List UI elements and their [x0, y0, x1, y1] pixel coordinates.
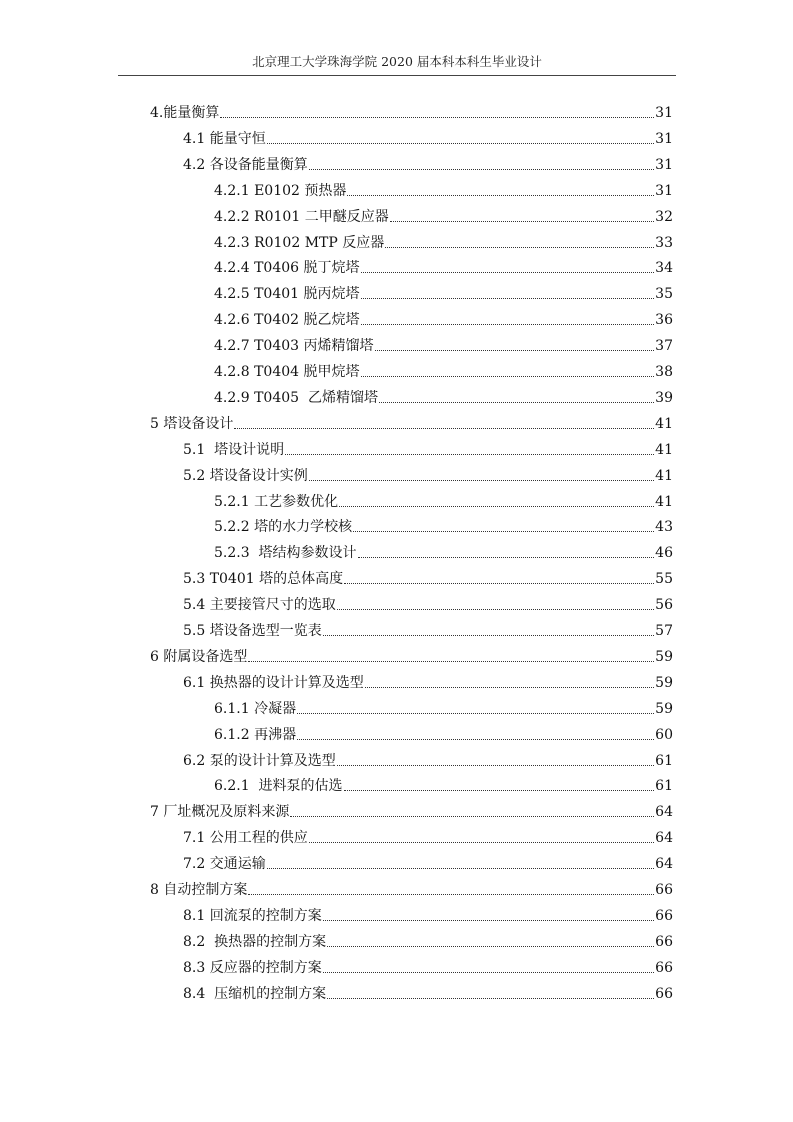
toc-entry-title: 4.2.4 T0406 脱丁烷塔	[214, 260, 360, 277]
toc-entry-page-number: 61	[655, 752, 673, 769]
toc-entry-page-number: 59	[655, 674, 673, 691]
toc-dot-leader	[267, 868, 654, 869]
toc-entry[interactable]	[183, 614, 673, 640]
toc-entry-title: 5.2 塔设备设计实例	[183, 467, 308, 484]
toc-dot-leader	[358, 557, 655, 558]
toc-entry[interactable]	[214, 277, 673, 303]
toc-entry-page-number: 36	[655, 312, 673, 329]
toc-entry-page-number: 59	[655, 648, 673, 665]
toc-entry-title: 4.2.7 T0403 丙烯精馏塔	[214, 338, 374, 355]
toc-entry[interactable]	[183, 459, 673, 485]
toc-entry-page-number: 41	[655, 415, 673, 432]
toc-entry-title: 7.2 交通运输	[183, 856, 266, 873]
toc-entry-title: 4.2.5 T0401 脱丙烷塔	[214, 286, 360, 303]
toc-entry-title: 6.2 泵的设计计算及选型	[183, 752, 336, 769]
toc-entry[interactable]	[214, 718, 673, 744]
toc-entry[interactable]	[183, 433, 673, 459]
toc-entry-title: 5 塔设备设计	[150, 415, 234, 432]
toc-dot-leader	[385, 247, 654, 248]
toc-dot-leader	[390, 221, 654, 222]
toc-entry[interactable]	[214, 769, 673, 795]
toc-entry-page-number: 33	[655, 234, 673, 251]
toc-entry-title: 8.1 回流泵的控制方案	[183, 907, 322, 924]
toc-entry[interactable]	[214, 251, 673, 277]
toc-entry-page-number: 66	[655, 882, 673, 898]
toc-entry[interactable]	[183, 148, 673, 174]
toc-entry-title: 4.能量衡算	[150, 105, 220, 121]
toc-dot-leader	[267, 143, 654, 144]
toc-dot-leader	[323, 972, 654, 973]
toc-entry-page-number: 66	[655, 959, 673, 976]
toc-entry-title: 4.2.3 R0102 MTP 反应器	[214, 234, 385, 251]
toc-entry[interactable]	[183, 847, 673, 873]
toc-entry-page-number: 59	[655, 700, 673, 717]
toc-entry-page-number: 41	[655, 441, 673, 458]
toc-entry-page-number: 61	[655, 778, 673, 795]
toc-dot-leader	[353, 531, 654, 532]
toc-entry-page-number: 46	[655, 545, 673, 562]
toc-dot-leader	[361, 298, 655, 299]
toc-entry-title: 4.2 各设备能量衡算	[183, 156, 308, 173]
toc-entry-page-number: 31	[655, 105, 673, 121]
toc-entry[interactable]	[214, 355, 673, 381]
toc-entry-page-number: 35	[655, 286, 673, 303]
toc-entry-title: 5.1 塔设计说明	[183, 441, 285, 458]
toc-entry[interactable]	[214, 381, 673, 407]
toc-entry[interactable]	[150, 96, 673, 122]
toc-entry[interactable]	[214, 536, 673, 562]
toc-entry[interactable]	[150, 873, 673, 899]
toc-entry[interactable]	[183, 562, 673, 588]
toc-dot-leader	[344, 790, 655, 791]
toc-entry-title: 5.3 T0401 塔的总体高度	[183, 571, 344, 588]
toc-entry[interactable]	[150, 407, 673, 433]
toc-entry-title: 8.4 压缩机的控制方案	[183, 985, 327, 1002]
toc-dot-leader	[361, 324, 655, 325]
toc-dot-leader	[347, 195, 654, 196]
toc-dot-leader	[361, 376, 655, 377]
toc-entry-title: 6 附属设备选型	[150, 648, 248, 665]
toc-dot-leader	[297, 739, 654, 740]
toc-entry-page-number: 56	[655, 597, 673, 614]
toc-dot-leader	[327, 998, 654, 999]
toc-entry[interactable]	[183, 666, 673, 692]
toc-entry-page-number: 66	[655, 907, 673, 924]
toc-entry[interactable]	[214, 200, 673, 226]
toc-entry-title: 4.2.6 T0402 脱乙烷塔	[214, 312, 360, 329]
toc-entry[interactable]	[183, 977, 673, 1003]
toc-dot-leader	[220, 117, 654, 118]
toc-entry-title: 7.1 公用工程的供应	[183, 830, 308, 847]
toc-entry[interactable]	[214, 303, 673, 329]
page-header: 北京理工大学珠海学院 2020 届本科本科生毕业设计	[252, 54, 542, 69]
toc-dot-leader	[344, 583, 654, 584]
toc-entry[interactable]	[183, 744, 673, 770]
toc-entry-title: 5.2.3 塔结构参数设计	[214, 545, 357, 562]
toc-entry[interactable]	[214, 329, 673, 355]
toc-dot-leader	[339, 506, 654, 507]
header-rule	[118, 75, 676, 76]
toc-entry-page-number: 34	[655, 260, 673, 277]
toc-entry-page-number: 32	[655, 208, 673, 225]
toc-entry-title: 5.5 塔设备选型一览表	[183, 623, 322, 639]
toc-entry-page-number: 38	[655, 364, 673, 380]
toc-entry[interactable]	[183, 899, 673, 925]
toc-entry[interactable]	[183, 925, 673, 951]
toc-entry-title: 4.2.9 T0405 乙烯精馏塔	[214, 389, 378, 406]
toc-dot-leader	[234, 428, 654, 429]
toc-entry-title: 7 厂址概况及原料来源	[150, 804, 290, 821]
toc-dot-leader	[327, 946, 654, 947]
toc-entry-page-number: 41	[655, 493, 673, 510]
toc-entry[interactable]	[150, 795, 673, 821]
toc-entry-page-number: 31	[655, 156, 673, 173]
toc-dot-leader	[290, 816, 654, 817]
toc-entry-title: 6.1.2 再沸器	[214, 726, 297, 743]
toc-entry-page-number: 43	[655, 519, 673, 536]
toc-entry-page-number: 41	[655, 467, 673, 484]
toc-dot-leader	[337, 765, 654, 766]
toc-entry-title: 5.4 主要接管尺寸的选取	[183, 597, 336, 614]
toc-entry-page-number: 66	[655, 985, 673, 1002]
toc-entry[interactable]	[150, 640, 673, 666]
toc-entry[interactable]	[183, 821, 673, 847]
toc-entry-title: 4.2.8 T0404 脱甲烷塔	[214, 364, 360, 380]
toc-entry-title: 8 自动控制方案	[150, 882, 248, 898]
toc-entry-page-number: 57	[655, 623, 673, 639]
toc-entry-title: 5.2.1 工艺参数优化	[214, 493, 339, 510]
toc-entry-title: 5.2.2 塔的水力学校核	[214, 519, 353, 536]
toc-entry-title: 6.2.1 进料泵的估选	[214, 778, 343, 795]
toc-dot-leader	[323, 920, 654, 921]
toc-entry-page-number: 60	[655, 726, 673, 743]
toc-entry[interactable]	[214, 226, 673, 252]
toc-entry-page-number: 55	[655, 571, 673, 588]
toc-entry-title: 4.2.2 R0101 二甲醚反应器	[214, 208, 389, 225]
toc-dot-leader	[337, 609, 654, 610]
toc-entry-title: 6.1 换热器的设计计算及选型	[183, 674, 364, 691]
toc-entry[interactable]	[214, 485, 673, 511]
toc-entry-page-number: 31	[655, 130, 673, 147]
toc-entry-page-number: 64	[655, 804, 673, 821]
toc-entry-page-number: 64	[655, 830, 673, 847]
toc-dot-leader	[309, 480, 654, 481]
toc-entry[interactable]	[214, 692, 673, 718]
toc-entry-title: 4.2.1 E0102 预热器	[214, 182, 347, 199]
toc-entry-title: 8.2 换热器的控制方案	[183, 933, 327, 950]
toc-dot-leader	[285, 454, 654, 455]
toc-entry-page-number: 64	[655, 856, 673, 873]
toc-entry[interactable]	[183, 588, 673, 614]
toc-entry-page-number: 66	[655, 933, 673, 950]
toc-entry[interactable]	[214, 174, 673, 200]
toc-entry[interactable]	[183, 122, 673, 148]
toc-dot-leader	[309, 169, 654, 170]
toc-entry-title: 4.1 能量守恒	[183, 130, 266, 147]
toc-dot-leader	[309, 842, 654, 843]
toc-dot-leader	[297, 713, 654, 714]
toc-dot-leader	[248, 894, 654, 895]
toc-dot-leader	[323, 635, 654, 636]
toc-entry-title: 8.3 反应器的控制方案	[183, 959, 322, 976]
toc-entry-title: 6.1.1 冷凝器	[214, 700, 297, 717]
toc-dot-leader	[361, 272, 655, 273]
toc-entry-page-number: 37	[655, 338, 673, 355]
toc-entry[interactable]	[183, 951, 673, 977]
toc-entry-page-number: 31	[655, 182, 673, 199]
toc-entry-page-number: 39	[655, 389, 673, 406]
toc-entry[interactable]	[214, 510, 673, 536]
toc-dot-leader	[248, 661, 654, 662]
toc-dot-leader	[375, 350, 655, 351]
toc-dot-leader	[365, 687, 654, 688]
toc-dot-leader	[379, 402, 654, 403]
